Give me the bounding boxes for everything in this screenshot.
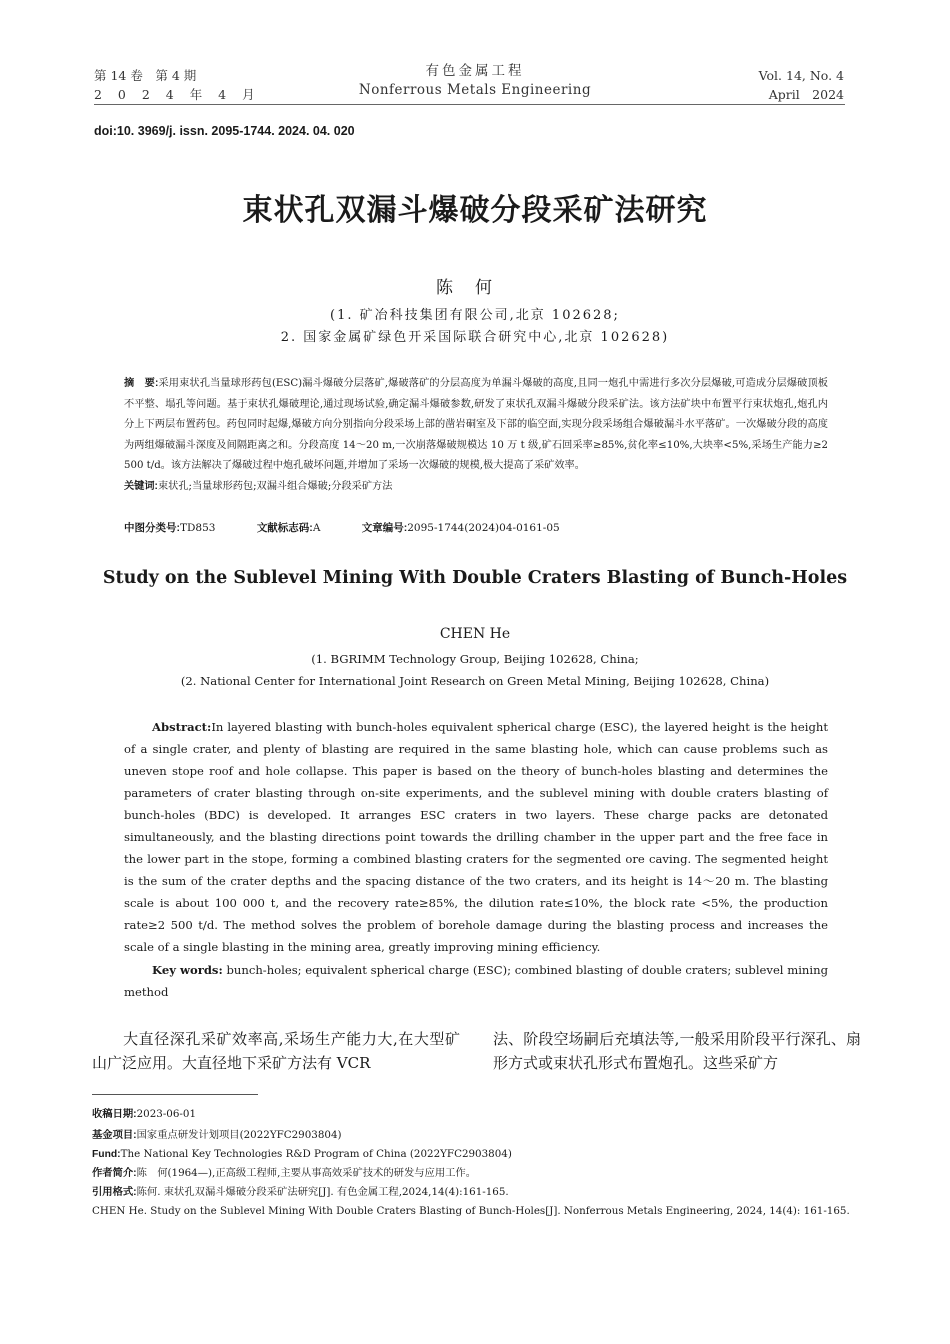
doc-code-value: A xyxy=(312,522,321,534)
footnote-rule xyxy=(92,1094,258,1095)
keywords-en-text: bunch-holes; equivalent spherical charge (ESC); combined blasting of double craters; sublevel mining method xyxy=(124,963,828,999)
fund-cn-value: 国家重点研发计划项目(2022YFC2903804) xyxy=(136,1129,342,1141)
keywords-en xyxy=(124,959,828,1003)
title-en: Study on the Sublevel Mining With Double Craters Blasting of Bunch-Holes xyxy=(102,568,848,588)
footnote-citation-en: CHEN He. Study on the Sublevel Mining With Double Craters Blasting of Bunch-Holes[J]. Nonferrous Metals Engineering, 2024, 14(4): 161-165. xyxy=(92,1205,850,1217)
received-value: 2023-06-01 xyxy=(136,1108,196,1120)
abstract-en xyxy=(124,716,828,958)
abstract-cn-text: 采用束状孔当量球形药包(ESC)漏斗爆破分层落矿,爆破落矿的分层高度为单漏斗爆破的高度,且同一炮孔中需进行多次分层爆破,可造成分层爆破顶板不平整、塌孔等问题。基于束状孔爆破理论,通过现场试验,确定漏斗爆破参数,研发了束状孔双漏斗爆破分段采矿法。该方法矿块中布置平行束状炮孔,炮孔内分上下两层布置药包。药包同时起爆,爆破方向分别指向分段采场上部的凿岩硐室及下部的临空面,实现分段采场组合爆破漏斗水平落矿。一次爆破分段的高度为两组爆破漏斗深度及间隔距离之和。分段高度 14～20 m,一次崩落爆破规模达 10 万 t 级,矿石回采率≥85%,贫化率≤10%,大块率<5%,采场生产能力≥2 500 t/d。该方法解决了爆破过程中炮孔破坏问题,并增加了采场一次爆破的规模,极大提高了采矿效率。 xyxy=(124,378,828,472)
abstract-en-text: In layered blasting with bunch-holes equivalent spherical charge (ESC), the layered height is the height of a single crater, and plenty of blasting are required in the same blasting hole, which can cause problems such as uneven stope roof and hole collapse. This paper is based on the theory of bunch-holes blasting and determines the parameters of crater blasting through on-site experiments, and the sublevel mining with double craters blasting of bunch-holes (BDC) is developed. It arranges ESC craters in two layers. These charge packs are detonated simultaneously, and the blasting directions point towards the drilling chamber in the upper part and the free face in the lower part in the stope, forming a combined blasting craters for the segmented ore caving. The segmented height is the sum of the crater depths and the spacing distance of the two craters, and its height is 14～20 m. The blasting scale is about 100 000 t, and the recovery rate≥85%, the dilution rate≤10%, the block rate <5%, the production rate≥2 500 t/d. The method solves the problem of borehole damage during the blasting process and increases the scale of a single blasting in the mining area, greatly improving mining efficiency. xyxy=(124,720,828,954)
keywords-cn-label: 关键词: xyxy=(124,480,158,492)
abstract-cn-label: 摘 要: xyxy=(124,378,159,389)
clc-value: TD853 xyxy=(180,522,216,534)
doc-code-label: 文献标志码: xyxy=(256,522,313,534)
keywords-cn-text: 束状孔;当量球形药包;双漏斗组合爆破;分段采矿方法 xyxy=(157,480,393,492)
header-vol-issue-en: Vol. 14, No. 4 xyxy=(758,68,844,83)
header-journal xyxy=(300,62,650,100)
body-column-left: 大直径深孔采矿效率高,采场生产能力大,在大型矿山广泛应用。大直径地下采矿方法有 VCR xyxy=(92,1030,460,1072)
author-en: CHEN He xyxy=(439,626,511,642)
header-journal-en: Nonferrous Metals Engineering xyxy=(358,82,592,98)
classification-row xyxy=(124,520,828,535)
citation-cn-label: 引用格式: xyxy=(92,1187,137,1198)
affiliation-cn-1: (1. 矿冶科技集团有限公司,北京 102628; xyxy=(330,308,620,323)
header-date-en: April 2024 xyxy=(768,87,844,102)
keywords-en-label: Key words: xyxy=(152,963,223,977)
footnote-fund-cn xyxy=(92,1127,862,1144)
header-rule xyxy=(94,104,845,105)
fund-en-label: Fund: xyxy=(92,1149,121,1160)
author-bio-label: 作者简介: xyxy=(92,1168,137,1179)
author-cn: 陈何 xyxy=(436,278,514,298)
article-id-label: 文章编号: xyxy=(361,522,408,534)
header-volume-issue-en xyxy=(700,66,844,104)
body-column-right: 法、阶段空场嗣后充填法等,一般采用阶段平行深孔、扇形方式或束状孔形式布置炮孔。这些采矿方 xyxy=(493,1030,861,1072)
header-volume-issue xyxy=(94,66,314,104)
footnote-received xyxy=(92,1106,862,1123)
doi[interactable]: doi:10. 3969/j. issn. 2095-1744. 2024. 04. 020 xyxy=(94,124,355,138)
affiliation-cn-2: 2. 国家金属矿绿色开采国际联合研究中心,北京 102628) xyxy=(280,330,670,345)
affiliation-en-1: (1. BGRIMM Technology Group, Beijing 102628, China; xyxy=(311,652,639,666)
abstract-cn xyxy=(124,374,828,498)
fund-en-value: The National Key Technologies R&D Program of China (2022YFC2903804) xyxy=(120,1148,512,1160)
abstract-en-label: Abstract: xyxy=(152,720,212,734)
clc-label: 中图分类号: xyxy=(124,522,180,534)
title-cn: 束状孔双漏斗爆破分段采矿法研究 xyxy=(242,193,708,228)
fund-cn-label: 基金项目: xyxy=(92,1130,137,1141)
article-id-value: 2095-1744(2024)04-0161-05 xyxy=(407,522,560,534)
author-bio-value: 陈 何(1964—),正高级工程师,主要从事高效采矿技术的研发与应用工作。 xyxy=(136,1167,477,1179)
footnote-fund-en xyxy=(92,1146,862,1163)
header-vol-issue-cn: 第 14 卷 第 4 期 xyxy=(94,68,197,83)
received-label: 收稿日期: xyxy=(92,1109,137,1120)
header-journal-cn: 有色金属工程 xyxy=(425,63,525,79)
affiliation-en-2: (2. National Center for International Joint Research on Green Metal Mining, Beijing 102628, China) xyxy=(180,674,770,688)
footnote-author-bio xyxy=(92,1165,862,1182)
footnote-citation-cn xyxy=(92,1184,862,1201)
citation-cn-value: 陈何. 束状孔双漏斗爆破分段采矿法研究[J]. 有色金属工程,2024,14(4):161-165. xyxy=(136,1186,509,1198)
header-date-cn: 2 0 2 4 年 4 月 xyxy=(94,87,261,102)
